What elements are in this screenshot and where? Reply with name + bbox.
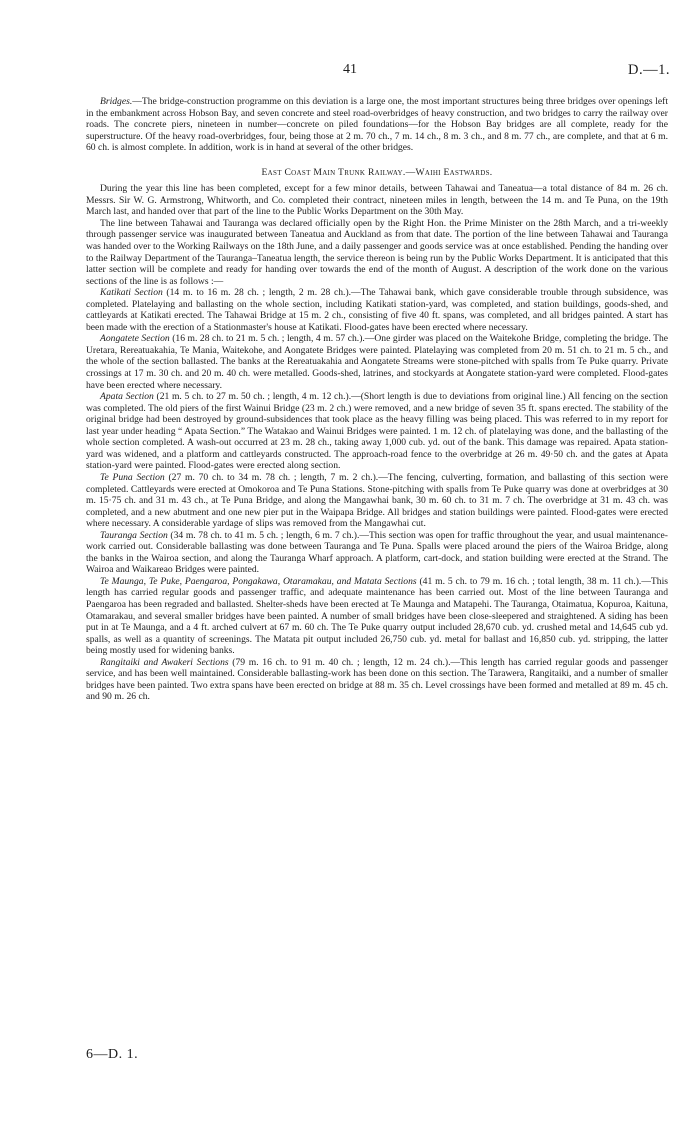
paragraph-tauranga: [86, 530, 668, 576]
paragraph-te-puna: [86, 472, 668, 530]
paragraph-title: Apata Section: [100, 391, 154, 403]
paragraph-title: Katikati Section: [100, 287, 163, 299]
paragraph-text: (41 m. 5 ch. to 79 m. 16 ch. ; total length, 38 m. 11 ch.).—This length has carried regular goods and passenger traffic, and adequate maintenance has been carried out. Most of the line between Tauranga and Paengaroa has been regraded and ballasted. Shelter-sheds have been erected at Te Maunga and Matapehi. The Tauranga, Otaimatua, Kopuroa, Kaituna, Otamarakau, and several smaller bridges have been painted. A number of small bridges have been close-sleepered and straightened. A siding has been put in at Te Maunga, and a 4 ft. arched culvert at 67 m. 60 ch. The Te Puke quarry output included 28,670 cub. yd. crushed metal and 14,645 cub yd. spalls, as well as a quantity of screenings. The Matata pit output included 26,750 cub. yd. metal for ballast and 16,850 cub. yd. stripping, the latter being mostly used for widening banks.: [86, 575, 668, 657]
paragraph-katikati: [86, 287, 668, 333]
document-body: [86, 96, 668, 703]
paragraph-rangitaiki: [86, 657, 668, 703]
paragraph-text: (79 m. 16 ch. to 91 m. 40 ch. ; length, 12 m. 24 ch.).—This length has carried regular goods and passenger service, and has been well maintained. Considerable ballasting-work has been done on this section. The Tarawera, Rangitaiki, and a number of smaller bridges have been painted. Two extra spans have been erected on bridge at 88 m. 35 ch. Level crossings have been formed and metalled at 89 m. 45 ch. and 90 m. 26 ch.: [86, 656, 669, 703]
paragraph-opening: The line between Tahawai and Tauranga was declared officially open by the Right Hon. the Prime Minister on the 28th March, and a tri-weekly through passenger service was inaugurated between Taneatua and Auckland as from that date. The portion of the line between Tahawai and Tauranga was handed over to the Working Railways on the 18th June, and a daily passenger and goods service was at once established. Pending the handing over to the Railway Department of the Tauranga–Taneatua length, the service thereon is being run by the Public Works Department. It is anticipated that this latter section will be complete and ready for handing over towards the end of the month of August. A description of the work done on the various sections of the line is as follows :—: [86, 217, 668, 287]
paragraph-aongatete: [86, 333, 668, 391]
paragraph-text: (34 m. 78 ch. to 41 m. 5 ch. ; length, 6 m. 7 ch.).—This section was open for traffic throughout the year, and usual maintenance-work carried out. Considerable ballasting was done between Tauranga and Te Puna. Spalls were placed around the piers of the Wairoa Bridge, along the banks in the Wairoa section, and along the Tauranga Wharf approach. A platform, cart-dock, and station building were erected at the Strand. The Wairoa and Waikareao Bridges were painted.: [86, 529, 668, 576]
paragraph-text: (14 m. to 16 m. 28 ch. ; length, 2 m. 28 ch.).—The Tahawai bank, which gave considerable trouble through subsidence, was completed. Platelaying and ballasting on the whole section, including Katikati station-yard, was completed, and station buildings, goods-shed, and cattleyards at Katikati erected. The Tahawai Bridge at 15 m. 2 ch., consisting of five 40 ft. spans, was completed, and all bridges painted. A start has been made with the erection of a Stationmaster's house at Katikati. Flood-gates have been erected where necessary.: [86, 287, 668, 333]
paragraph-text: (21 m. 5 ch. to 27 m. 50 ch. ; length, 4 m. 12 ch.).—(Short length is due to deviations from original line.) All fencing on the section was completed. The old piers of the first Wainui Bridge (23 m. 2 ch.) were removed, and a new bridge of seven 35 ft. spans erected. The stability of the original bridge had been destroyed by ground-subsidences that took place as the heavy filling was being placed. This was referred to in my report for last year under heading “ Apata Section.” The Watakao and Wainui Bridges were painted. 1 m. 12 ch. of platelaying was done, and the ballasting of the whole section completed. A wash-out occurred at 23 m. 28 ch., taking away 1,000 cub. yd. out of the bank. This damage was repaired. Apata station-yard was widened, and a platform and cattleyards constructed. The approach-road fence to the overbridge at 26 m. 49·50 ch. and the gates at Apata station-yard were painted. Flood-gates were erected along section.: [86, 391, 668, 472]
paragraph-title: Te Puna Section: [100, 471, 165, 483]
paragraph-intro: During the year this line has been completed, except for a few minor details, between Tahawai and Taneatua—a total distance of 84 m. 26 ch. Messrs. Sir W. G. Armstrong, Whitworth, and Co. completed their contract, nineteen miles in length, between the 14 m. and Te Puna, on the 19th March last, and handed over that part of the line to the Public Works Department on the 30th May.: [86, 183, 668, 218]
paragraph-title: Te Maunga, Te Puke, Paengaroa, Pongakawa, Otaramakau, and Matata Sections: [100, 575, 417, 587]
signature-mark: 6—D. 1.: [86, 1047, 139, 1062]
paragraph-title: Rangitaiki and Awakeri Sections: [100, 656, 229, 668]
section-heading: East Coast Main Trunk Railway.—Waihi Eastwards.: [261, 166, 493, 178]
paragraph-bridges: [86, 96, 668, 154]
paragraph-title: Aongatete Section: [100, 333, 170, 345]
paragraph-apata: [86, 391, 668, 472]
paragraph-te-maunga: [86, 576, 668, 657]
paragraph-text: (27 m. 70 ch. to 34 m. 78 ch. ; length, 7 m. 2 ch.).—The fencing, culverting, formation, and ballasting of this section were completed. Cattleyards were erected at Omokoroa and Te Puna Stations. Stone-pitching with spalls from Te Puke quarry was done at overbridges at 30 m. 15·75 ch. and 31 m. 43 ch., at Te Puna Bridge, and along the Mangawhai bank, 30 m. 60 ch. to 31 m. 7 ch. The overbridge at 31 m. 43 ch. was completed, and a new abutment and one new pier put in the Waipapa Bridge. All bridges and station buildings were painted. Flood-gates were erected where necessary. A considerable yardage of slips was removed from the Mangawhai cut.: [86, 471, 669, 530]
document-reference: D.—1.: [628, 62, 670, 78]
paragraph-title: Bridges.: [100, 96, 133, 107]
paragraph-title: Tauranga Section: [100, 529, 168, 541]
page-number: 41: [343, 62, 357, 77]
paragraph-text: —The bridge-construction programme on this deviation is a large one, the most important structures being three bridges over openings left in the embankment across Hobson Bay, and seven concrete and steel road-overbridges of heavy construction, and two bridges to carry the railway over roads. The concrete piers, nineteen in number—concrete on piled foundations—for the Hobson Bay bridges are all complete, ready for the superstructure. Of the heavy road-overbridges, four, being those at 2 m. 70 ch., 7 m. 14 ch., 8 m. 3 ch., and 8 m. 77 ch., are complete, and that at 6 m. 60 ch. is almost complete. In addition, work is in hand at several of the other bridges.: [86, 96, 668, 154]
paragraph-text: (16 m. 28 ch. to 21 m. 5 ch. ; length, 4 m. 57 ch.).—One girder was placed on the Waitekohe Bridge, completing the bridge. The Uretara, Rereatuakahia, Te Mania, Waitekohe, and Aongatete Bridges were painted. Platelaying was completed from 20 m. 51 ch. to 21 m. 5 ch., and the whole of the section ballasted. The banks at the Rereatuakahia and Aongatete Streams were stone-pitched with spalls from Te Puke quarry. Private crossings at 17 m. 30 ch. and 20 m. 40 ch. were metalled. Goods-shed, latrines, and stockyards at Aongatete station-yard were completed. Flood-gates have been erected where necessary.: [86, 333, 668, 391]
